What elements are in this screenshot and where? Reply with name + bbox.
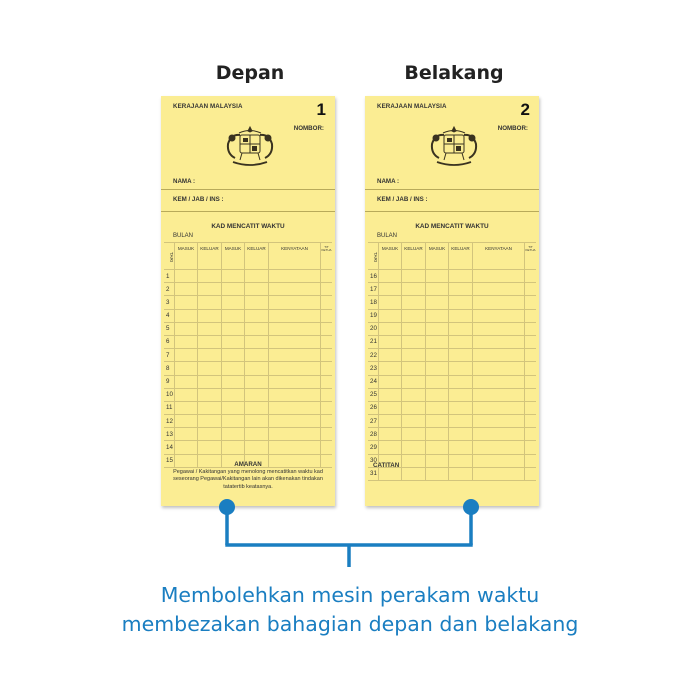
column-header: TARI: [368, 243, 379, 269]
nombor-label: NOMBOR:: [497, 125, 528, 132]
warning-title: AMARAN: [234, 461, 262, 468]
day-number: 26: [370, 404, 377, 412]
day-number: 25: [370, 391, 377, 399]
notes-label: CATITAN: [373, 462, 400, 469]
day-number: 18: [370, 298, 377, 306]
front-marker-dot: [219, 499, 235, 515]
column-header: TARI: [164, 243, 175, 269]
column-header: MASUK: [222, 243, 245, 269]
day-number: 14: [166, 443, 173, 451]
column-header: T/T KETUA: [321, 245, 332, 253]
day-number: 15: [166, 457, 173, 465]
card-title: KAD MENCATIT WAKTU: [415, 223, 489, 230]
column-header: MASUK: [426, 243, 449, 269]
day-number: 19: [370, 312, 377, 320]
column-header: KELUAR: [449, 243, 473, 269]
day-number: 22: [370, 351, 377, 359]
kem-label: KEM / JAB / INS :: [173, 196, 224, 203]
day-number: 24: [370, 378, 377, 385]
day-number: 30: [370, 457, 377, 465]
back-marker-dot: [463, 499, 479, 515]
caption-line-1: Membolehkan mesin perakam waktu: [160, 583, 540, 607]
warning-text: Pegawai / Kakitangan yang menolong mencatitkan waktu kad seseorang Pegawai/Kakitangan lain akan dikenakan tindakan tatatertib keatasnya.: [173, 469, 323, 490]
day-number: 23: [370, 364, 377, 372]
nombor-label: NOMBOR:: [293, 125, 324, 132]
government-heading: KERAJAAN MALAYSIA: [173, 103, 243, 110]
column-header: KELUAR: [402, 243, 426, 269]
day-number: 3: [166, 298, 170, 306]
day-number: 2: [166, 285, 170, 293]
bulan-label: BULAN: [173, 233, 194, 239]
column-header: T/T KETUA: [525, 245, 536, 253]
day-number: 17: [370, 285, 377, 293]
day-number: 20: [370, 325, 377, 333]
government-heading: KERAJAAN MALAYSIA: [377, 103, 447, 110]
day-number: 27: [370, 417, 377, 425]
day-number: 10: [166, 391, 173, 399]
day-number: 6: [166, 338, 170, 346]
bulan-label: BULAN: [377, 233, 398, 239]
kem-label: KEM / JAB / INS :: [377, 196, 428, 203]
day-number: 13: [166, 430, 173, 438]
day-number: 12: [166, 417, 173, 425]
caption-line-2: membezakan bahagian depan dan belakang: [121, 612, 579, 636]
day-number: 5: [166, 325, 170, 333]
day-number: 8: [166, 364, 170, 372]
nama-label: NAMA :: [173, 178, 196, 185]
back-side-label: Belakang: [404, 62, 504, 84]
column-header: KENYATAAN: [269, 243, 321, 269]
day-number: 1: [166, 272, 170, 280]
card-side-number: 2: [520, 100, 530, 119]
column-header: KELUAR: [198, 243, 222, 269]
day-number: 28: [370, 430, 377, 438]
day-number: 29: [370, 443, 377, 451]
day-number: 4: [166, 312, 170, 320]
card-side-number: 1: [316, 100, 326, 119]
nama-label: NAMA :: [377, 178, 400, 185]
column-header: KENYATAAN: [473, 243, 525, 269]
column-header: KELUAR: [245, 243, 269, 269]
column-header: MASUK: [175, 243, 198, 269]
day-number: 16: [370, 272, 377, 280]
day-number: 9: [166, 378, 170, 385]
day-number: 31: [370, 470, 377, 478]
day-number: 7: [166, 351, 170, 359]
card-title: KAD MENCATIT WAKTU: [211, 223, 285, 230]
column-header: MASUK: [379, 243, 402, 269]
day-number: 21: [370, 338, 377, 346]
front-side-label: Depan: [215, 62, 285, 84]
day-number: 11: [166, 404, 173, 412]
